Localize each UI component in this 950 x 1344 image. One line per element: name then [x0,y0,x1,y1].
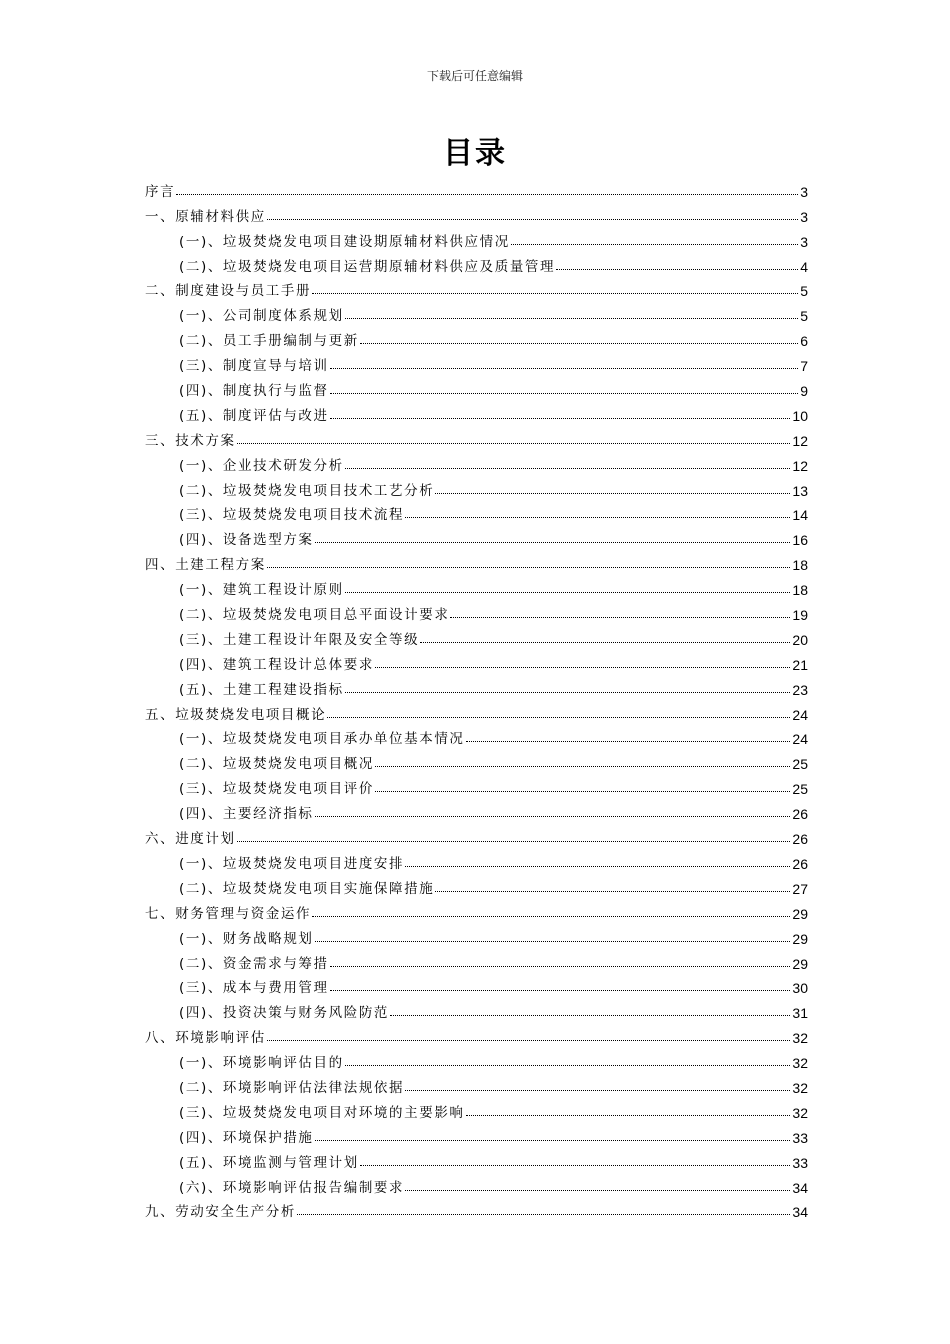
toc-entry[interactable] [145,872,808,897]
toc-entry-page-number: 29 [792,955,808,972]
toc-entry-label: (四)、环境保护措施 [179,1129,314,1146]
toc-leader-dots [297,1214,790,1215]
toc-entry-page-number: 30 [792,980,808,997]
toc-entry-label: (三)、土建工程设计年限及安全等级 [179,631,420,648]
toc-leader-dots [330,990,791,991]
toc-entry-label: (二)、垃圾焚烧发电项目技术工艺分析 [179,482,435,499]
toc-leader-dots [267,219,798,220]
toc-entry-label: 五、垃圾焚烧发电项目概论 [145,706,327,723]
toc-entry-page-number: 26 [792,831,808,848]
toc-entry-label: (二)、员工手册编制与更新 [179,333,359,350]
toc-entry-label: (二)、环境影响评估法律法规依据 [179,1079,405,1096]
toc-entry-label: (一)、公司制度体系规划 [179,308,344,325]
toc-entry-label: (一)、建筑工程设计原则 [179,582,344,599]
toc-entry[interactable] [145,349,808,374]
toc-leader-dots [176,194,798,195]
toc-entry-page-number: 25 [792,781,808,798]
toc-entry[interactable] [145,499,808,524]
toc-entry[interactable] [145,225,808,250]
toc-leader-dots [327,717,790,718]
toc-entry-page-number: 32 [792,1079,808,1096]
toc-entry-page-number: 18 [792,582,808,599]
toc-leader-dots [345,1065,791,1066]
toc-entry-label: 八、环境影响评估 [145,1030,266,1047]
toc-entry[interactable] [145,947,808,972]
toc-leader-dots [450,617,790,618]
toc-leader-dots [360,343,798,344]
toc-entry-page-number: 31 [792,1005,808,1022]
toc-entry-page-number: 29 [792,905,808,922]
toc-entry[interactable] [145,324,808,349]
toc-entry[interactable] [145,374,808,399]
toc-entry-page-number: 10 [792,407,808,424]
toc-leader-dots [466,741,791,742]
toc-leader-dots [375,766,790,767]
toc-entry-page-number: 23 [792,681,808,698]
toc-leader-dots [556,269,798,270]
toc-entry[interactable] [145,1171,808,1196]
toc-entry[interactable] [145,698,808,723]
toc-entry-page-number: 20 [792,631,808,648]
toc-entry-label: (三)、垃圾焚烧发电项目技术流程 [179,507,405,524]
toc-entry[interactable] [145,250,808,275]
toc-leader-dots [312,916,790,917]
toc-entry[interactable] [145,797,808,822]
toc-entry-page-number: 6 [800,333,808,350]
page-title: 目录 [443,136,507,171]
toc-entry-page-number: 19 [792,607,808,624]
toc-entry-label: (四)、主要经济指标 [179,806,314,823]
toc-entry-page-number: 33 [792,1154,808,1171]
toc-entry-page-number: 25 [792,756,808,773]
toc-entry[interactable] [145,598,808,623]
toc-leader-dots [312,293,798,294]
toc-leader-dots [375,791,790,792]
toc-entry-label: (二)、垃圾焚烧发电项目实施保障措施 [179,880,435,897]
toc-entry-page-number: 32 [792,1055,808,1072]
toc-entry-page-number: 16 [792,532,808,549]
toc-leader-dots [267,1040,791,1041]
toc-entry[interactable] [145,548,808,573]
toc-entry-label: 九、劳动安全生产分析 [145,1204,296,1221]
toc-leader-dots [330,368,799,369]
toc-leader-dots [237,841,791,842]
toc-entry-label: (二)、垃圾焚烧发电项目概况 [179,756,374,773]
toc-leader-dots [435,493,790,494]
toc-entry-page-number: 29 [792,930,808,947]
toc-entry-label: (一)、环境影响评估目的 [179,1055,344,1072]
toc-entry-label: (一)、垃圾焚烧发电项目承办单位基本情况 [179,731,465,748]
toc-entry-page-number: 24 [792,731,808,748]
toc-entry[interactable] [145,1046,808,1071]
toc-entry-label: (四)、建筑工程设计总体要求 [179,656,374,673]
toc-leader-dots [405,866,790,867]
toc-entry[interactable] [145,673,808,698]
toc-leader-dots [405,517,790,518]
toc-leader-dots [405,1190,790,1191]
toc-leader-dots [315,816,791,817]
toc-entry-label: (二)、垃圾焚烧发电项目运营期原辅材料供应及质量管理 [179,258,556,275]
toc-entry-label: 序言 [145,183,176,200]
toc-entry-page-number: 24 [792,706,808,723]
toc-leader-dots [315,941,791,942]
toc-entry-page-number: 12 [792,432,808,449]
toc-leader-dots [345,592,791,593]
toc-leader-dots [330,393,799,394]
toc-entry-page-number: 3 [800,208,808,225]
toc-entry-page-number: 27 [792,880,808,897]
toc-entry-label: (四)、设备选型方案 [179,532,314,549]
toc-entry[interactable] [145,175,808,200]
toc-leader-dots [360,1165,791,1166]
toc-entry-page-number: 9 [800,383,808,400]
toc-entry-label: (四)、投资决策与财务风险防范 [179,1005,390,1022]
toc-entry-page-number: 18 [792,557,808,574]
toc-leader-dots [315,542,791,543]
toc-entry-label: (一)、财务战略规划 [179,930,314,947]
toc-entry[interactable] [145,972,808,997]
toc-entry-label: (五)、土建工程建设指标 [179,681,344,698]
toc-entry[interactable] [145,1021,808,1046]
toc-entry-page-number: 32 [792,1104,808,1121]
toc-entry-label: (三)、垃圾焚烧发电项目评价 [179,781,374,798]
toc-entry[interactable] [145,523,808,548]
toc-entry[interactable] [145,922,808,947]
toc-entry-label: 七、财务管理与资金运作 [145,905,312,922]
toc-leader-dots [345,692,791,693]
table-of-contents [145,175,808,1220]
toc-entry[interactable] [145,822,808,847]
toc-entry-page-number: 13 [792,482,808,499]
toc-leader-dots [466,1115,791,1116]
toc-entry[interactable] [145,1121,808,1146]
toc-entry[interactable] [145,623,808,648]
toc-leader-dots [435,891,790,892]
toc-entry-page-number: 32 [792,1030,808,1047]
toc-leader-dots [375,667,790,668]
toc-entry-page-number: 26 [792,806,808,823]
toc-entry-page-number: 21 [792,656,808,673]
toc-leader-dots [237,443,791,444]
toc-entry-label: 一、原辅材料供应 [145,208,266,225]
toc-entry-page-number: 5 [800,283,808,300]
toc-entry[interactable] [145,275,808,300]
toc-entry[interactable] [145,772,808,797]
toc-entry[interactable] [145,747,808,772]
toc-entry[interactable] [145,897,808,922]
toc-entry[interactable] [145,723,808,748]
toc-entry-label: 三、技术方案 [145,432,236,449]
toc-entry[interactable] [145,200,808,225]
toc-entry-label: (三)、成本与费用管理 [179,980,329,997]
toc-entry[interactable] [145,449,808,474]
toc-entry-page-number: 26 [792,855,808,872]
toc-leader-dots [405,1090,790,1091]
toc-entry[interactable] [145,996,808,1021]
toc-entry-label: 四、土建工程方案 [145,557,266,574]
toc-leader-dots [420,642,790,643]
toc-leader-dots [267,567,791,568]
toc-leader-dots [330,966,791,967]
toc-entry-label: (一)、企业技术研发分析 [179,457,344,474]
toc-entry-label: 六、进度计划 [145,831,236,848]
page-header: 下载后可任意编辑 [426,69,523,83]
toc-leader-dots [511,244,798,245]
toc-entry[interactable] [145,1071,808,1096]
toc-entry-page-number: 4 [800,258,808,275]
toc-entry[interactable] [145,573,808,598]
toc-entry-page-number: 12 [792,457,808,474]
toc-leader-dots [345,468,791,469]
toc-leader-dots [345,318,798,319]
toc-entry-label: 二、制度建设与员工手册 [145,283,312,300]
toc-entry[interactable] [145,648,808,673]
toc-entry-label: (四)、制度执行与监督 [179,383,329,400]
toc-leader-dots [390,1015,790,1016]
toc-entry[interactable] [145,1146,808,1171]
toc-entry-label: (六)、环境影响评估报告编制要求 [179,1179,405,1196]
toc-entry-page-number: 34 [792,1204,808,1221]
toc-entry[interactable] [145,847,808,872]
toc-entry-page-number: 3 [800,233,808,250]
toc-entry-label: (三)、垃圾焚烧发电项目对环境的主要影响 [179,1104,465,1121]
toc-entry[interactable] [145,474,808,499]
toc-entry[interactable] [145,299,808,324]
toc-entry-page-number: 7 [800,358,808,375]
toc-entry-page-number: 3 [800,183,808,200]
toc-entry-label: (五)、制度评估与改进 [179,407,329,424]
toc-entry[interactable] [145,1196,808,1221]
toc-entry-page-number: 14 [792,507,808,524]
toc-entry-label: (一)、垃圾焚烧发电项目建设期原辅材料供应情况 [179,233,510,250]
toc-entry-page-number: 33 [792,1129,808,1146]
toc-leader-dots [330,418,791,419]
toc-entry-label: (二)、资金需求与筹措 [179,955,329,972]
toc-entry-page-number: 5 [800,308,808,325]
toc-entry-label: (一)、垃圾焚烧发电项目进度安排 [179,855,405,872]
toc-leader-dots [315,1140,791,1141]
toc-entry[interactable] [145,424,808,449]
toc-entry-label: (二)、垃圾焚烧发电项目总平面设计要求 [179,607,450,624]
toc-entry-label: (五)、环境监测与管理计划 [179,1154,359,1171]
toc-entry-label: (三)、制度宣导与培训 [179,358,329,375]
toc-entry-page-number: 34 [792,1179,808,1196]
toc-entry[interactable] [145,1096,808,1121]
toc-entry[interactable] [145,399,808,424]
